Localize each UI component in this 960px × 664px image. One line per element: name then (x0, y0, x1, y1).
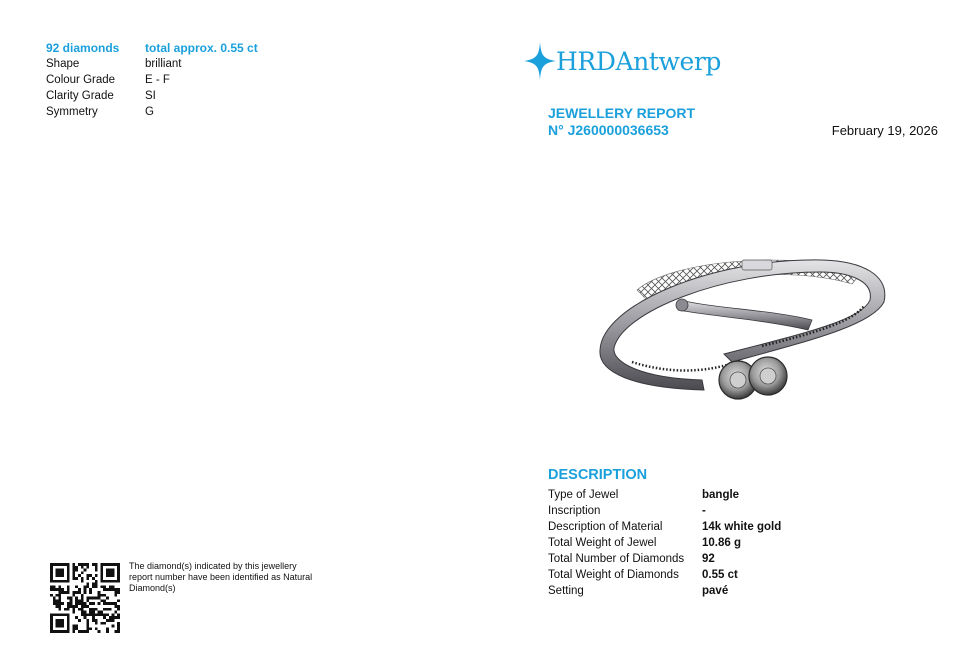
description-value: 14k white gold (702, 521, 782, 533)
diamond-total-weight: total approx. 0.55 ct (145, 41, 258, 55)
logo-text: HRDAntwerp (556, 46, 722, 76)
description-label: Setting (548, 585, 584, 597)
description-label: Total Number of Diamonds (548, 553, 685, 565)
diamond-row (46, 104, 258, 120)
diamond-row-label: Shape (46, 58, 80, 70)
natural-diamond-note: The diamond(s) indicated by this jewellery report number have been identified as Natural Diamond(s) (129, 561, 313, 593)
description-label: Total Weight of Diamonds (548, 569, 679, 581)
description-value: bangle (702, 489, 740, 501)
diamond-row-label: Symmetry (46, 106, 98, 118)
diamond-row-value: brilliant (145, 58, 182, 70)
hrd-antwerp-logo (522, 40, 721, 82)
diamond-summary (46, 40, 258, 120)
description-row (548, 535, 781, 551)
description-value: 0.55 ct (702, 569, 738, 581)
description-label: Inscription (548, 505, 601, 517)
diamond-row (46, 88, 258, 104)
description-row (548, 503, 781, 519)
qr-code[interactable] (50, 563, 120, 633)
diamond-row (46, 72, 258, 88)
description-value: pavé (702, 585, 729, 597)
diamond-row-label: Colour Grade (46, 74, 116, 86)
description-table (548, 487, 781, 599)
description-value: 92 (702, 553, 715, 565)
bangle-photo (592, 250, 892, 410)
description-title: DESCRIPTION (548, 467, 648, 483)
description-value: 10.86 g (702, 537, 741, 549)
diamond-row-value: E - F (145, 74, 170, 86)
description-label: Description of Material (548, 521, 663, 533)
diamond-row-value: G (145, 106, 154, 118)
four-point-star-icon (522, 40, 558, 82)
description-value: - (702, 505, 706, 517)
description-row (548, 567, 781, 583)
diamond-row-value: SI (145, 90, 156, 102)
diamond-row (46, 56, 258, 72)
description-row (548, 551, 781, 567)
description-row (548, 487, 781, 503)
report-title: JEWELLERY REPORT (548, 105, 696, 121)
diamond-summary-header (46, 40, 258, 56)
description-label: Total Weight of Jewel (548, 537, 657, 549)
description-row (548, 519, 781, 535)
description-row (548, 583, 781, 599)
description-label: Type of Jewel (548, 489, 619, 501)
diamond-count: 92 diamonds (46, 41, 120, 55)
report-date: February 19, 2026 (831, 123, 938, 138)
report-number: N° J260000036653 (548, 122, 669, 138)
diamond-row-label: Clarity Grade (46, 90, 114, 102)
